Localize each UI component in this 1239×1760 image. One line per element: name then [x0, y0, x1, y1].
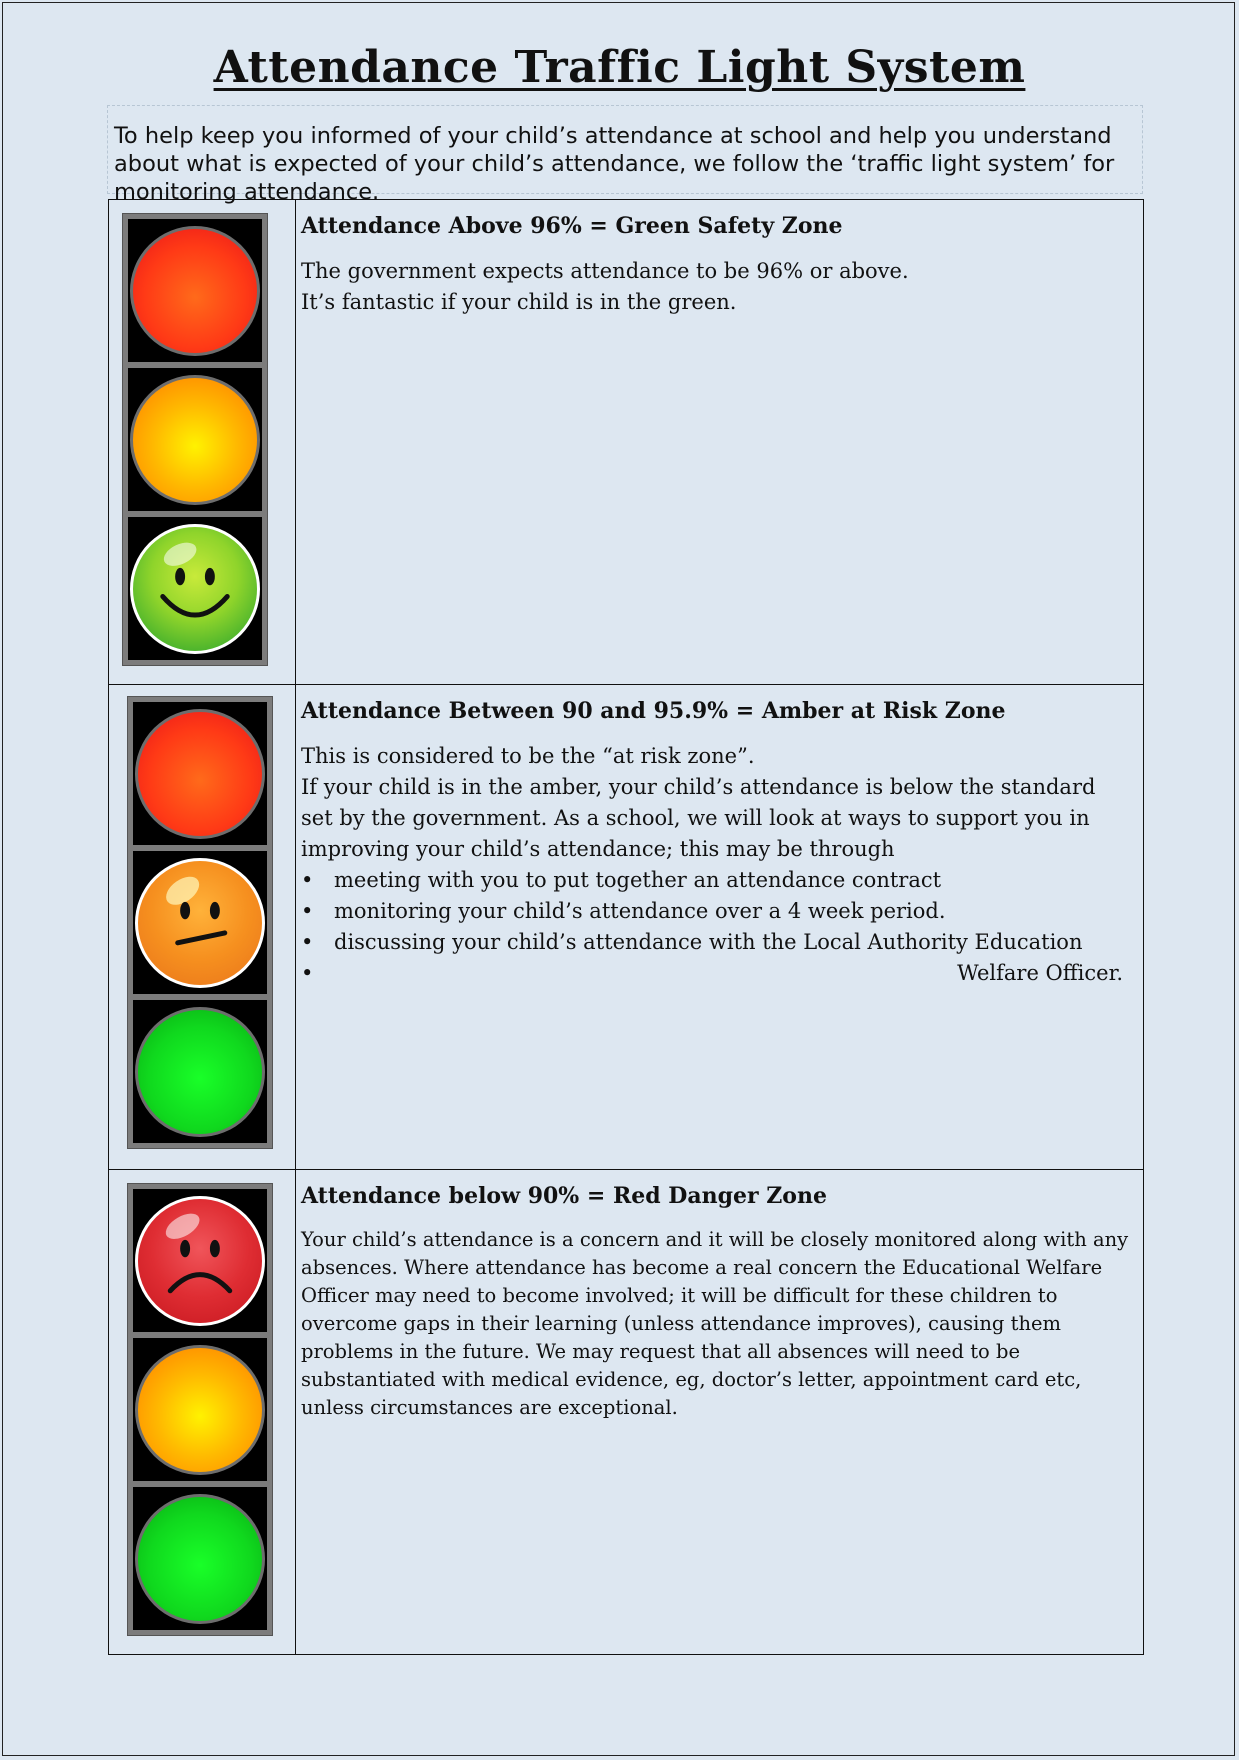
page-title: Attendance Traffic Light System: [213, 42, 1026, 93]
zone-line: It’s fantastic if your child is in the green.: [301, 290, 737, 314]
green-zone-light-cell: [109, 200, 296, 685]
amber-zone-light-cell: [109, 685, 296, 1170]
green-lamp-icon: [135, 1007, 265, 1137]
traffic-light: [122, 213, 268, 666]
red-zone-light-cell: [109, 1170, 296, 1655]
neutral-face-icon: [135, 858, 265, 988]
red-lamp-icon: [130, 226, 260, 356]
zone-line: This is considered to be the “at risk zone”.: [301, 744, 755, 768]
traffic-light: [127, 696, 273, 1149]
red-zone-row: [109, 1170, 1144, 1655]
green-zone-row: [109, 200, 1144, 685]
happy-face-icon: [130, 524, 260, 654]
list-item: • monitoring your child’s attendance over a 4 week period.: [301, 896, 1133, 927]
red-lamp-icon: [135, 709, 265, 839]
zone-heading: Attendance Above 96% = Green Safety Zone: [301, 213, 843, 239]
zone-heading: Attendance Between 90 and 95.9% = Amber at Risk Zone: [301, 698, 1006, 724]
zone-line: If your child is in the amber, your child’s attendance is below the standard set by the government. As a school, we will look at ways to support you in improving your child’s attendance; this may be through: [301, 775, 1096, 861]
list-item: • discussing your child’s attendance with the Local Authority Education: [301, 927, 1133, 958]
zones-table: [108, 199, 1144, 1655]
amber-zone-text-cell: [296, 685, 1144, 1170]
zone-line: The government expects attendance to be 96% or above.: [301, 259, 909, 283]
list-item-continuation: • Welfare Officer.: [301, 958, 1133, 989]
green-zone-text-cell: [296, 200, 1144, 685]
amber-lamp-icon: [135, 1345, 265, 1475]
zone-heading: Attendance below 90% = Red Danger Zone: [301, 1183, 827, 1209]
zone-body: Your child’s attendance is a concern and it will be closely monitored along with any absences. Where attendance has become a real concern the Educational Welfare Officer may need to become involved; it will be difficult for these children to overcome gaps in their learning (unless attendance improves), causing them problems in the future. We may request that all absences will need to be substantiated with medical evidence, eg, doctor’s letter, appointment card etc, unless circumstances are exceptional.: [301, 1228, 1129, 1419]
zone-body: [301, 741, 1133, 989]
traffic-light: [127, 1183, 273, 1636]
support-list: [301, 865, 1133, 989]
sad-face-icon: [135, 1196, 265, 1326]
list-item: • meeting with you to put together an attendance contract: [301, 865, 1133, 896]
intro-text: To help keep you informed of your child’s attendance at school and help you understand about what is expected of your child’s attendance, we follow the ‘traffic light system’ for monitoring attendance.: [107, 105, 1143, 194]
amber-zone-row: [109, 685, 1144, 1170]
red-zone-text-cell: [296, 1170, 1144, 1655]
zone-body: [301, 256, 1133, 318]
green-lamp-icon: [135, 1494, 265, 1624]
amber-lamp-icon: [130, 375, 260, 505]
